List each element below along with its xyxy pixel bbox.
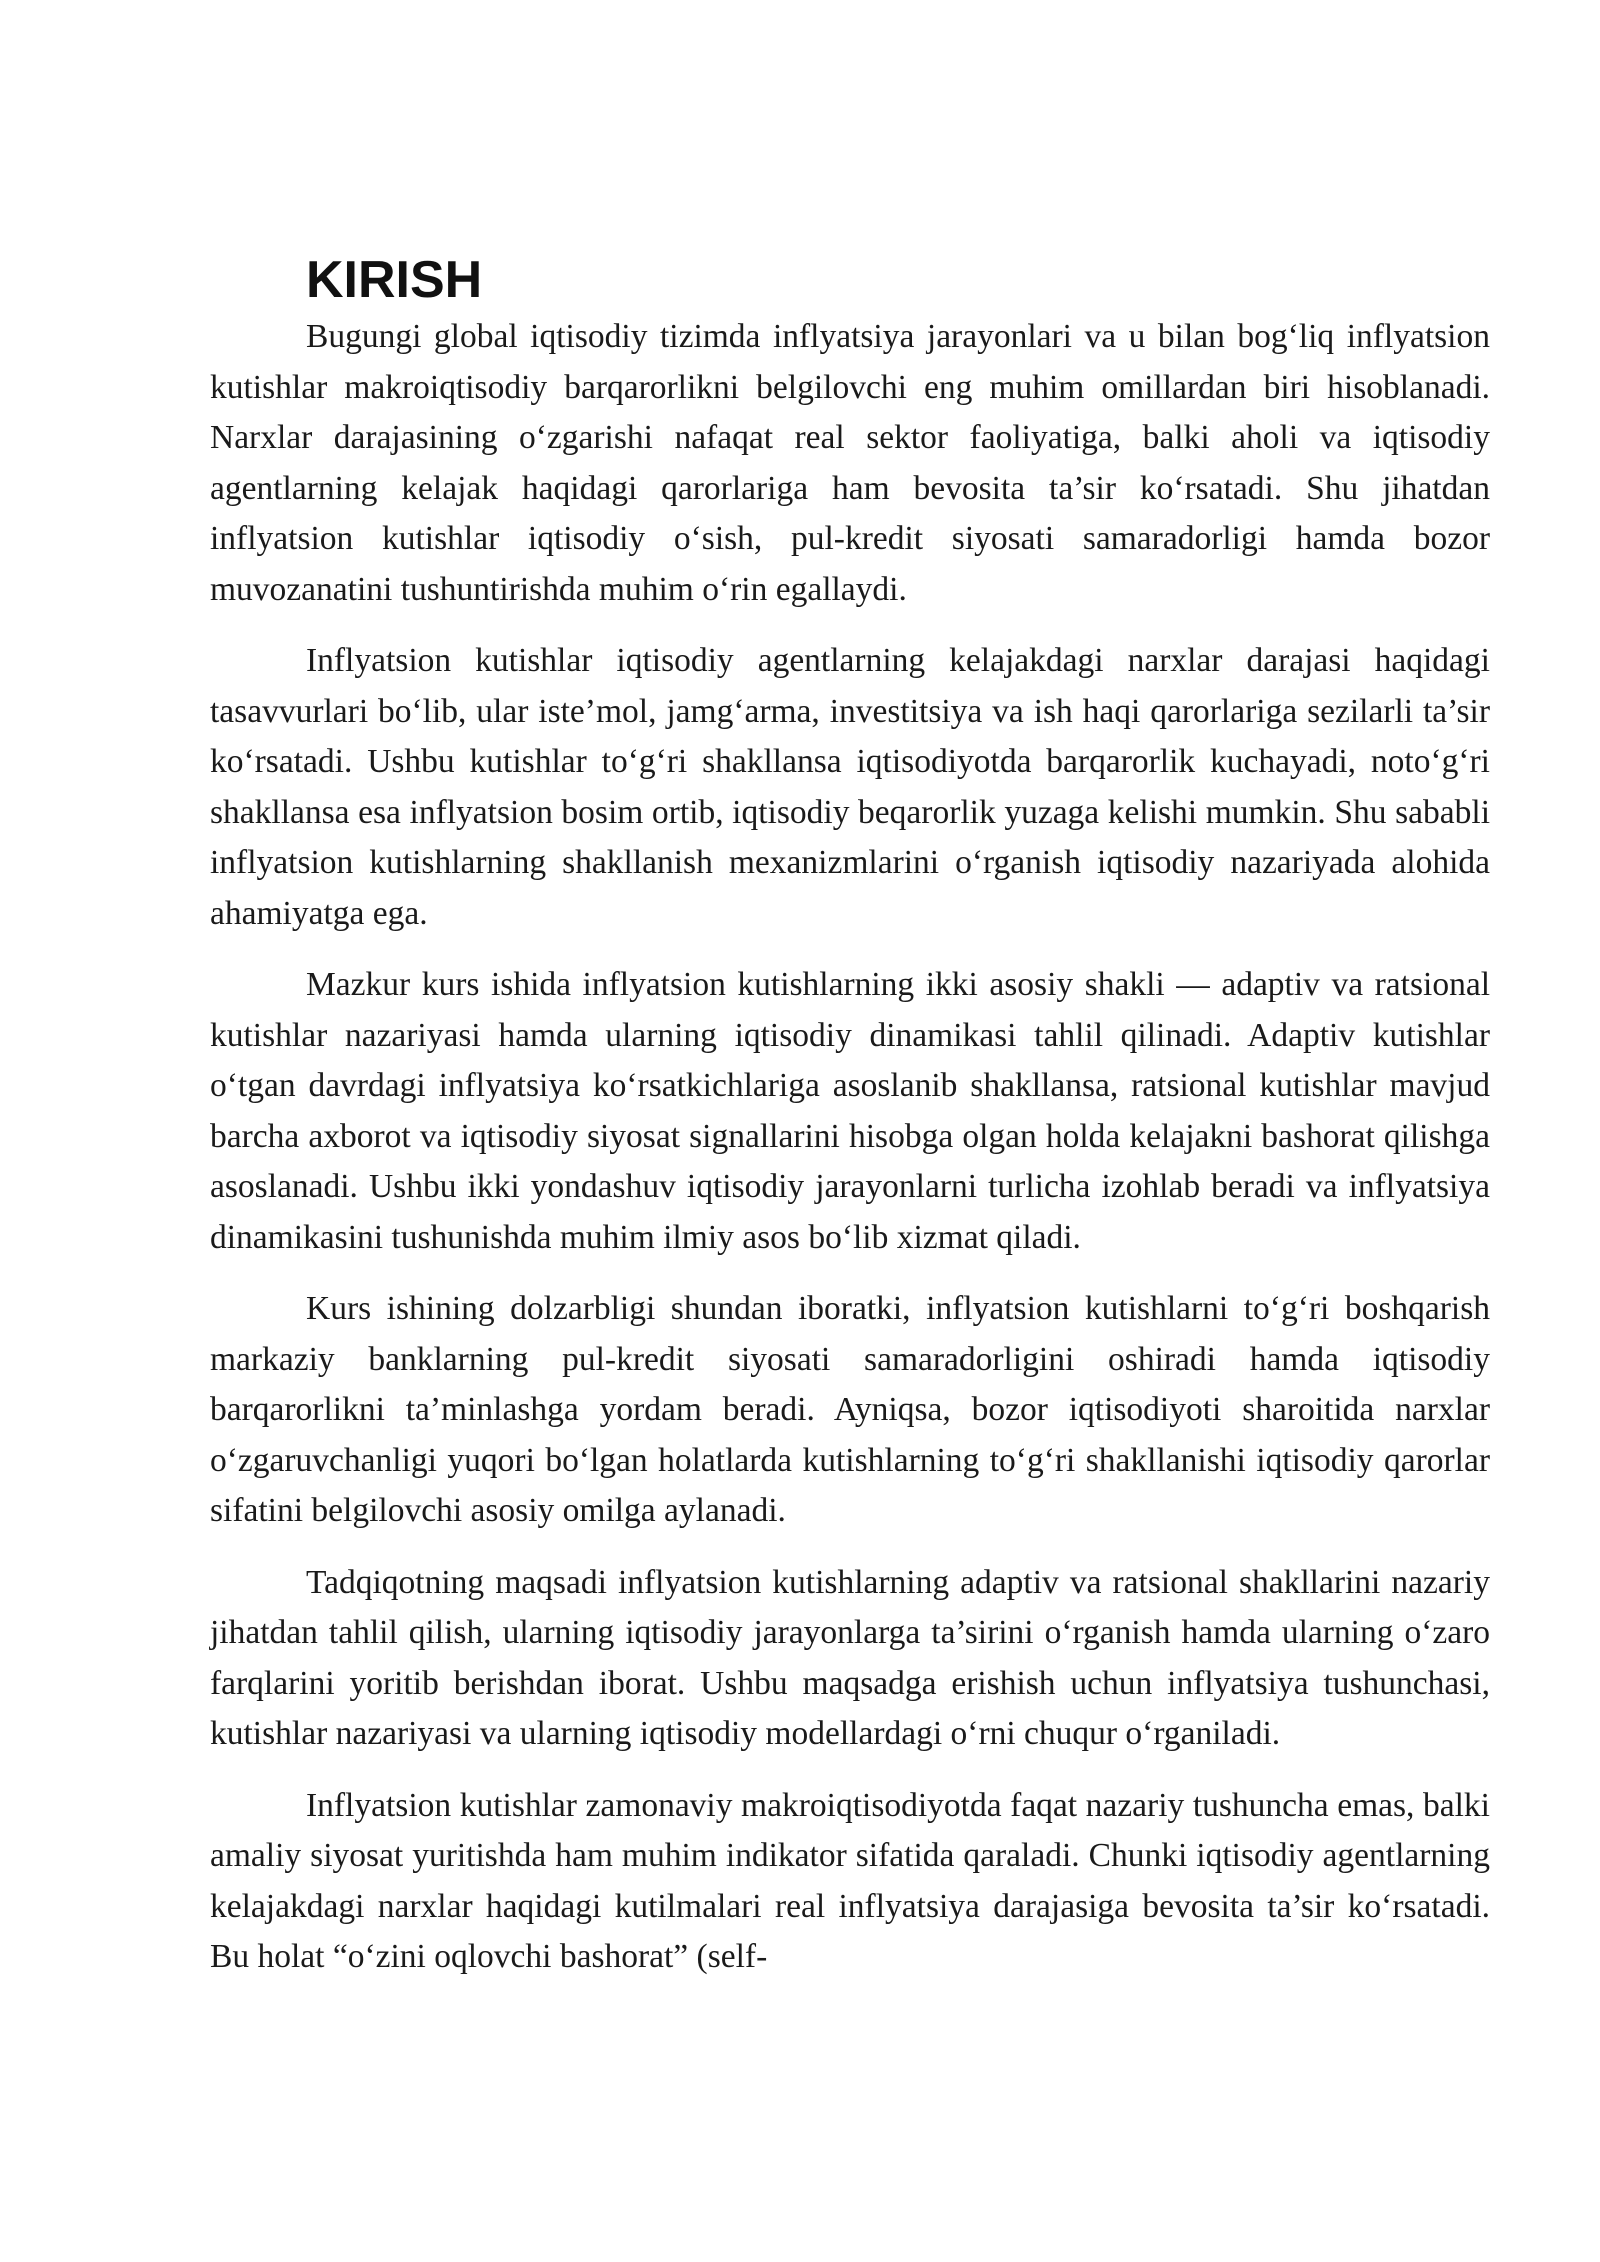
- paragraph-4: Kurs ishining dolzarbligi shundan iboratki, inflyatsion kutishlarni to‘g‘ri boshqarish markaziy banklarning pul-kredit siyosati samaradorligini oshiradi hamda iqtisodiy barqarorlikni ta’minlashga yordam beradi. Ayniqsa, bozor iqtisodiyoti sharoitida narxlar o‘zgaruvchanligi yuqori bo‘lgan holatlarda kutishlarning to‘g‘ri shakllanishi iqtisodiy qarorlar sifatini belgilovchi asosiy omilga aylanadi.: [210, 1290, 1490, 1529]
- paragraph-5: Tadqiqotning maqsadi inflyatsion kutishlarning adaptiv va ratsional shakllarini nazariy jihatdan tahlil qilish, ularning iqtisodiy jarayonlarga ta’sirini o‘rganish hamda ularning o‘zaro farqlarini yoritib berishdan iborat. Ushbu maqsadga erishish uchun inflyatsiya tushunchasi, kutishlar nazariyasi va ularning iqtisodiy modellardagi o‘rni chuqur o‘rganiladi.: [210, 1563, 1490, 1752]
- paragraph-2: Inflyatsion kutishlar iqtisodiy agentlarning kelajakdagi narxlar darajasi haqidagi tasavvurlari bo‘lib, ular iste’mol, jamg‘arma, investitsiya va ish haqi qarorlariga sezilarli ta’sir ko‘rsatadi. Ushbu kutishlar to‘g‘ri shakllansa iqtisodiyotda barqarorlik kuchayadi, noto‘g‘ri shakllansa esa inflyatsion bosim ortib, iqtisodiy beqarorlik yuzaga kelishi mumkin. Shu sababli inflyatsion kutishlarning shakllanish mexanizmlarini o‘rganish iqtisodiy nazariyada alohida ahamiyatga ega.: [210, 642, 1490, 932]
- document-page: [210, 248, 1490, 2004]
- paragraph-1: Bugungi global iqtisodiy tizimda inflyatsiya jarayonlari va u bilan bog‘liq inflyatsion kutishlar makroiqtisodiy barqarorlikni belgilovchi eng muhim omillardan biri hisoblanadi. Narxlar darajasining o‘zgarishi nafaqat real sektor faoliyatiga, balki aholi va iqtisodiy agentlarning kelajak haqidagi qarorlariga ham bevosita ta’sir ko‘rsatadi. Shu jihatdan inflyatsion kutishlar iqtisodiy o‘sish, pul-kredit siyosati samaradorligi hamda bozor muvozanatini tushuntirishda muhim o‘rin egallaydi.: [210, 318, 1490, 608]
- paragraph-6: Inflyatsion kutishlar zamonaviy makroiqtisodiyotda faqat nazariy tushuncha emas, balki amaliy siyosat yuritishda ham muhim indikator sifatida qaraladi. Chunki iqtisodiy agentlarning kelajakdagi narxlar haqidagi kutilmalari real inflyatsiya darajasiga bevosita ta’sir ko‘rsatadi. Bu holat “o‘zini oqlovchi bashorat” (self-: [210, 1786, 1490, 1975]
- section-heading: KIRISH: [306, 251, 483, 309]
- paragraph-3: Mazkur kurs ishida inflyatsion kutishlarning ikki asosiy shakli — adaptiv va ratsional kutishlar nazariyasi hamda ularning iqtisodiy dinamikasi tahlil qilinadi. Adaptiv kutishlar o‘tgan davrdagi inflyatsiya ko‘rsatkichlariga asoslanib shakllansa, ratsional kutishlar mavjud barcha axborot va iqtisodiy siyosat signallarini hisobga olgan holda kelajakni bashorat qilishga asoslanadi. Ushbu ikki yondashuv iqtisodiy jarayonlarni turlicha izohlab beradi va inflyatsiya dinamikasini tushunishda muhim ilmiy asos bo‘lib xizmat qiladi.: [210, 966, 1490, 1256]
